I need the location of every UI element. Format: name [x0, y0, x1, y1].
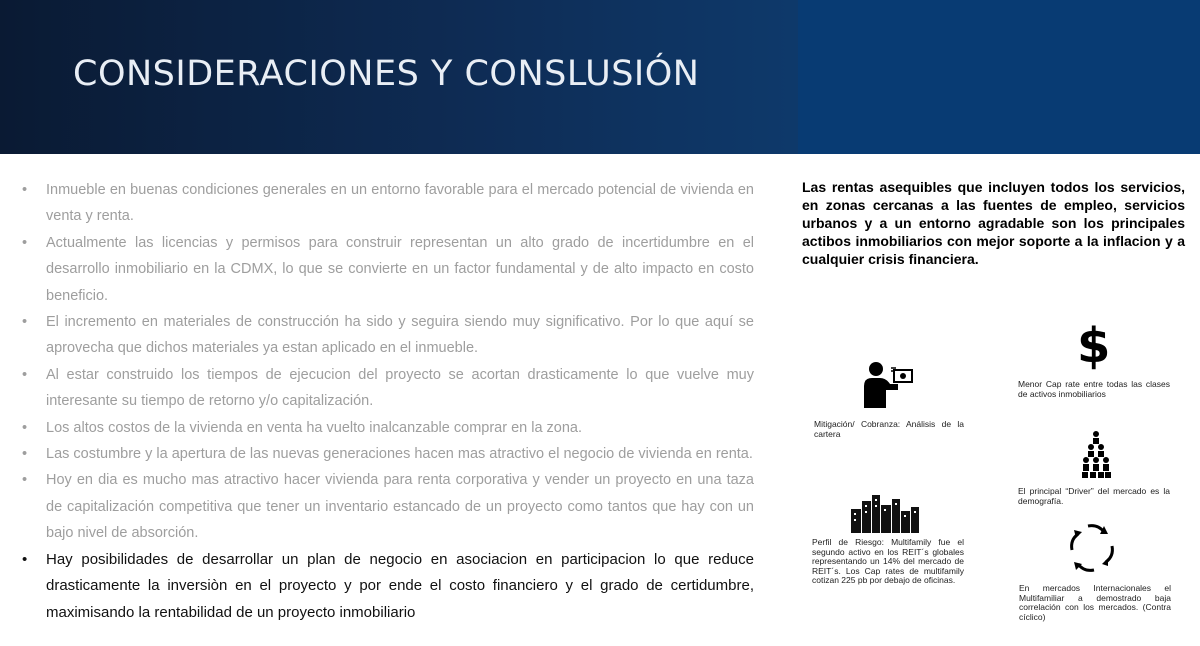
person-money-icon	[858, 360, 914, 410]
list-item-highlight: • Hay posibilidades de desarrollar un plan de negocio en asociacion en participacion lo que reduce drasticamente la inversiòn en el proyecto y por ende el costo financiero y el grado de certidumbre, maximisando la rentabilidad de un proyecto inmobiliario	[22, 547, 754, 627]
city-buildings-icon	[851, 495, 919, 533]
list-item: • Al estar construido los tiempos de ejecucion del proyecto se acortan drasticamente lo que vuelve muy interesante su tiempo de retorno y/o capitalización.	[22, 362, 754, 415]
list-item: • Hoy en dia es mucho mas atractivo hacer vivienda para renta corporativa y vender un proyecto en una taza de capitalización competitiva que tener un inventario estancado de un proyecto como tantos que hay con un bajo nivel de absorción.	[22, 467, 754, 546]
page-title: CONSIDERACIONES Y CONSLUSIÓN	[73, 54, 700, 94]
list-item: • Inmueble en buenas condiciones generales en un entorno favorable para el mercado potencial de vivienda en venta y renta.	[22, 177, 754, 230]
considerations-list	[22, 177, 754, 626]
list-item: • Los altos costos de la vivienda en venta ha vuelto inalcanzable comprar en la zona.	[22, 415, 754, 441]
caption-risk-profile: Perfil de Riesgo: Multifamily fue el segundo activo en los REIT´s globales representando un 14% del mercado de REIT´s. Los Cap rates de multifamily cotizan 225 pb por debajo de oficinas.	[812, 537, 964, 586]
cycle-arrows-icon	[1064, 520, 1120, 576]
list-item: • Las costumbre y la apertura de las nuevas generaciones hacen mas atractivo el negocio de vivienda en renta.	[22, 441, 754, 467]
caption-driver: El principal “Driver” del mercado es la demografía.	[1018, 486, 1170, 506]
caption-mitigation: Mitigación/ Cobranza: Análisis de la cartera	[814, 419, 964, 439]
caption-cap-rate: Menor Cap rate entre todas las clases de activos inmobiliarios	[1018, 379, 1170, 399]
list-item: • El incremento en materiales de construcción ha sido y seguira siendo muy significativo. Por lo que aquí se aprovecha que dichos materiales ya estan aplicado en el inmueble.	[22, 309, 754, 362]
header-accent-panel	[798, 0, 1200, 154]
summary-text: Las rentas asequibles que incluyen todos los servicios, en zonas cercanas a las fuentes de empleo, servicios urbanos y a un entorno agradable son los principales actibos inmobiliarios con mejor soporte a la inflacion y a cualquier crisis financiera.	[802, 179, 1185, 267]
people-pyramid-icon	[1080, 430, 1112, 480]
caption-markets: En mercados Internacionales el Multifamiliar a demostrado baja correlación con los mercados. (Contra cíclico)	[1019, 583, 1171, 622]
dollar-icon: $	[1077, 318, 1111, 374]
list-item: • Actualmente las licencias y permisos para construir representan un alto grado de incertidumbre en el desarrollo inmobiliario en la CDMX, lo que se convierte en un factor fundamental y de alto impacto en costo beneficio.	[22, 230, 754, 309]
